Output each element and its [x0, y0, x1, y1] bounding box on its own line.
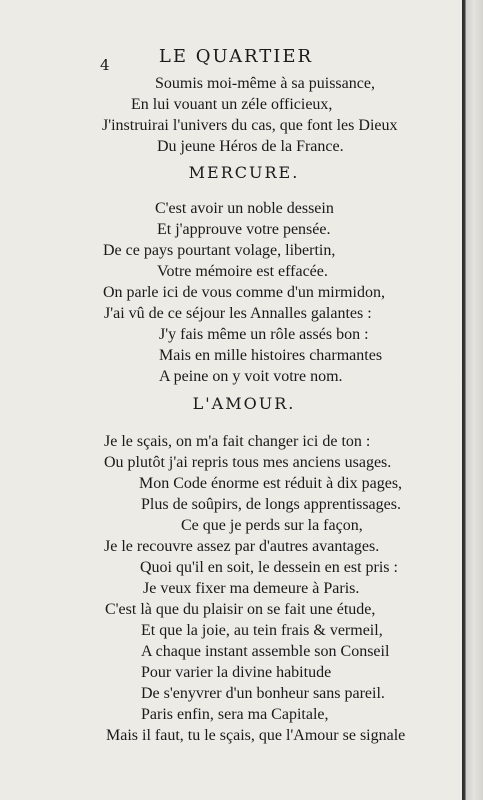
verse-line: C'est avoir un noble dessein: [155, 200, 334, 217]
verse-line: De ce pays pourtant volage, libertin,: [103, 242, 336, 259]
verse-line: Quoi qu'il en soit, le dessein en est pris :: [140, 559, 398, 576]
verse-line: Soumis moi-même à sa puissance,: [155, 75, 375, 92]
verse-line: J'instruirai l'univers du cas, que font les Dieux: [102, 117, 398, 134]
page-edge: [462, 0, 483, 800]
verse-line: Mais il faut, tu le sçais, que l'Amour se signale: [106, 727, 406, 744]
verse-line: Paris enfin, sera ma Capitale,: [141, 706, 329, 723]
verse-line: Mon Code énorme est réduit à dix pages,: [139, 475, 403, 492]
verse-line: J'y fais même un rôle assés bon :: [159, 326, 369, 343]
verse-line: On parle ici de vous comme d'un mirmidon,: [103, 284, 385, 301]
verse-line: Et que la joie, au tein frais & vermeil,: [141, 622, 383, 639]
speaker-name: MERCURE.: [188, 163, 300, 182]
page-number: 4: [100, 56, 110, 74]
speaker-name: L'AMOUR.: [192, 394, 296, 413]
verse-line: Du jeune Héros de la France.: [157, 138, 344, 155]
verse-line: En lui vouant un zéle officieux,: [131, 96, 333, 113]
verse-line: Pour varier la divine habitude: [141, 664, 332, 681]
verse-line: A chaque instant assemble son Conseil: [141, 643, 390, 660]
verse-line: Plus de soûpirs, de longs apprentissages.: [141, 496, 401, 513]
verse-line: Mais en mille histoires charmantes: [159, 347, 383, 364]
verse-line: Votre mémoire est effacée.: [157, 263, 328, 280]
running-title: LE QUARTIER: [158, 46, 314, 67]
verse-line: Je veux fixer ma demeure à Paris.: [143, 580, 360, 597]
verse-line: Et j'approuve votre pensée.: [157, 221, 331, 238]
verse-line: C'est là que du plaisir on se fait une étude,: [105, 601, 376, 618]
verse-line: J'ai vû de ce séjour les Annalles galantes :: [104, 305, 372, 322]
verse-line: Ce que je perds sur la façon,: [181, 517, 363, 534]
verse-line: A peine on y voit votre nom.: [159, 368, 343, 385]
verse-line: Ou plutôt j'ai repris tous mes anciens usages.: [104, 454, 392, 471]
verse-line: De s'enyvrer d'un bonheur sans pareil.: [141, 685, 385, 702]
verse-line: Je le sçais, on m'a fait changer ici de ton :: [104, 433, 371, 450]
verse-line: Je le recouvre assez par d'autres avantages.: [104, 538, 380, 555]
